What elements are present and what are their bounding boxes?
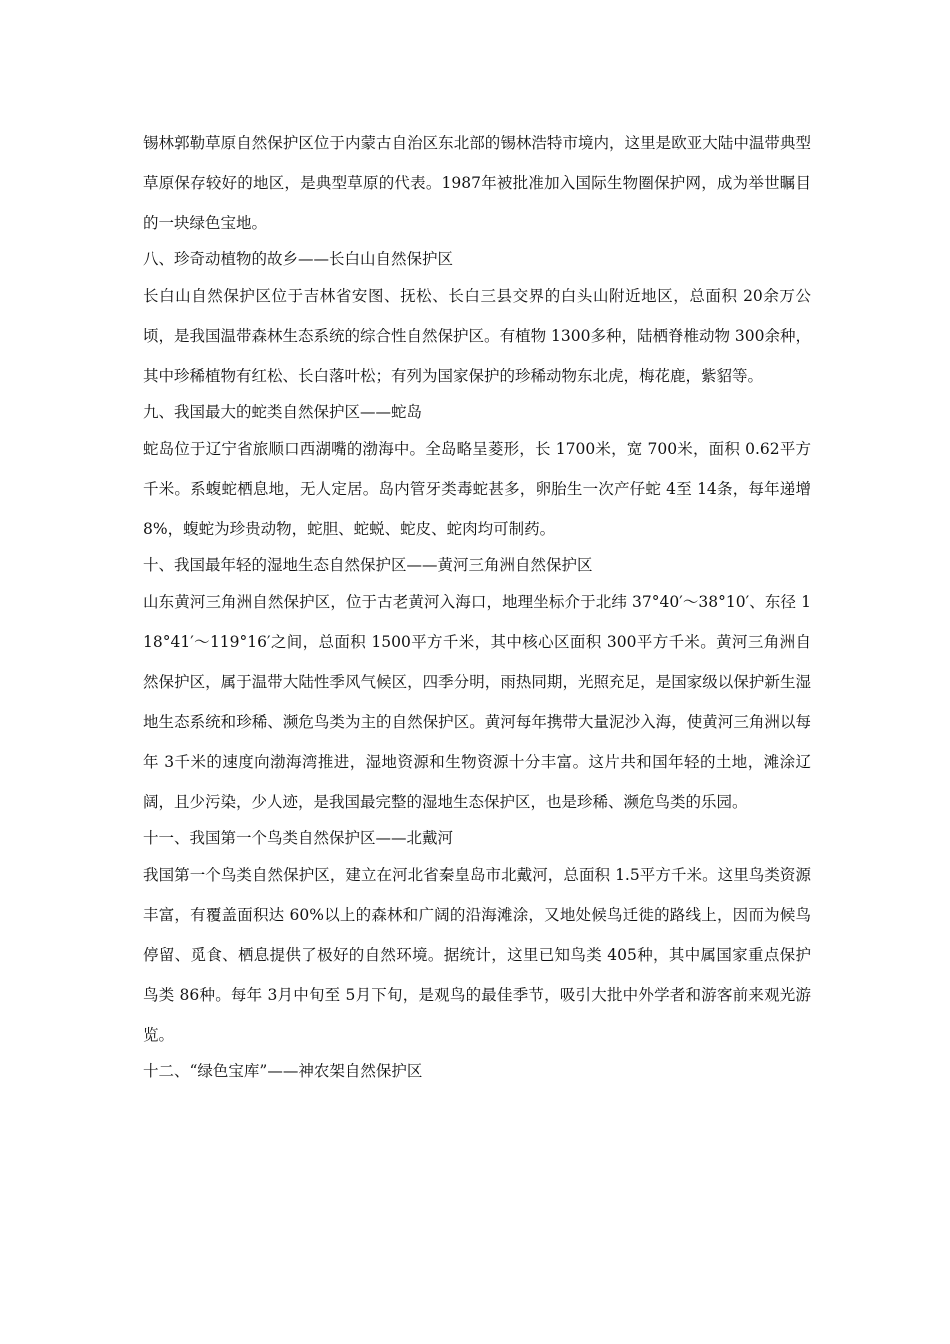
heading-yellow-river-delta: 十、我国最年轻的湿地生态自然保护区——黄河三角洲自然保护区 bbox=[143, 556, 593, 574]
paragraph-snake-island: 蛇岛位于辽宁省旅顺口西湖嘴的渤海中。全岛略呈菱形，长 1700米，宽 700米，面积 0.62平方千米。系蝮蛇栖息地，无人定居。岛内管牙类毒蛇甚多，卵胎生一次产仔蛇 4至 14条，每年递增 8%，蝮蛇为珍贵动物，蛇胆、蛇蜕、蛇皮、蛇肉均可制药。 bbox=[143, 440, 811, 538]
heading-shennongjia: 十二、“绿色宝库”——神农架自然保护区 bbox=[143, 1062, 423, 1080]
document-body bbox=[143, 123, 811, 1088]
heading-snake-island: 九、我国最大的蛇类自然保护区——蛇岛 bbox=[143, 403, 423, 421]
heading-changbaishan: 八、珍奇动植物的故乡——长白山自然保护区 bbox=[143, 250, 454, 268]
heading-beidaihe: 十一、我国第一个鸟类自然保护区——北戴河 bbox=[143, 829, 454, 847]
paragraph-changbaishan: 长白山自然保护区位于吉林省安图、抚松、长白三县交界的白头山附近地区，总面积 20余万公顷，是我国温带森林生态系统的综合性自然保护区。有植物 1300多种，陆栖脊椎动物 300余种，其中珍稀植物有红松、长白落叶松；有列为国家保护的珍稀动物东北虎，梅花鹿，紫貂等。 bbox=[143, 287, 811, 385]
paragraph-xilingol: 锡林郭勒草原自然保护区位于内蒙古自治区东北部的锡林浩特市境内，这里是欧亚大陆中温带典型草原保存较好的地区，是典型草原的代表。1987年被批准加入国际生物圈保护网，成为举世瞩目的一块绿色宝地。 bbox=[143, 134, 811, 232]
paragraph-beidaihe: 我国第一个鸟类自然保护区，建立在河北省秦皇岛市北戴河，总面积 1.5平方千米。这里鸟类资源丰富，有覆盖面积达 60%以上的森林和广阔的沿海滩涂，又地处候鸟迁徙的路线上，因而为候鸟停留、觅食、栖息提供了极好的自然环境。据统计，这里已知鸟类 405种，其中属国家重点保护鸟类 86种。每年 3月中旬至 5月下旬，是观鸟的最佳季节，吸引大批中外学者和游客前来观光游览。 bbox=[143, 866, 811, 1044]
paragraph-yellow-river-delta: 山东黄河三角洲自然保护区，位于古老黄河入海口，地理坐标介于北纬 37°40′～38°10′、东径 118°41′～119°16′之间，总面积 1500平方千米，其中核心区面积 300平方千米。黄河三角洲自然保护区，属于温带大陆性季风气候区，四季分明，雨热同期，光照充足，是国家级以保护新生湿地生态系统和珍稀、濒危鸟类为主的自然保护区。黄河每年携带大量泥沙入海，使黄河三角洲以每年 3千米的速度向渤海湾推进，湿地资源和生物资源十分丰富。这片共和国年轻的土地，滩涂辽阔，且少污染，少人迹，是我国最完整的湿地生态保护区，也是珍稀、濒危鸟类的乐园。 bbox=[143, 593, 811, 811]
